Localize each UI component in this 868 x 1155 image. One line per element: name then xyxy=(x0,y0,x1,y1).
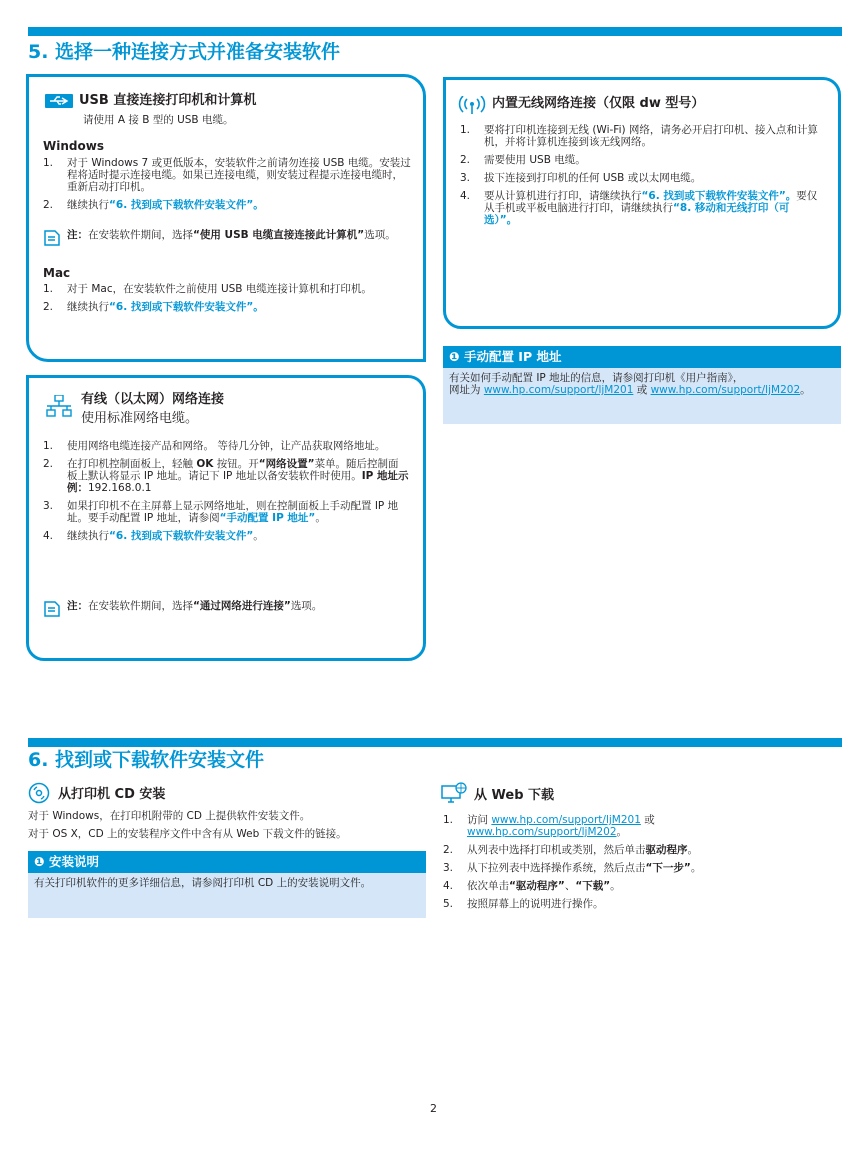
windows-heading: Windows xyxy=(43,139,104,153)
note-icon xyxy=(43,600,61,621)
support-link-m202[interactable]: www.hp.com/support/ljM202 xyxy=(467,826,617,838)
network-icon xyxy=(45,395,73,422)
manual-ip-header xyxy=(443,346,841,368)
section6-link[interactable]: “6. 找到或下载软件安装文件”。 xyxy=(109,199,264,211)
manual-ip-body: 有关如何手动配置 IP 地址的信息，请参阅打印机《用户指南》， 网址为 www.hp.com/support/ljM201 或 www.hp.com/support/ljM202。 xyxy=(443,368,841,424)
wired-steps xyxy=(43,440,409,548)
note-icon xyxy=(43,229,61,250)
list-item: 3. 如果打印机不在主屏幕上显示网络地址，则在控制面板上手动配置 IP 地址。要手动配置 IP 地址，请参阅“手动配置 IP 地址”。 xyxy=(43,500,399,524)
install-info-body: 有关打印机软件的更多详细信息，请参阅打印机 CD 上的安装说明文件。 xyxy=(28,873,426,918)
list-item: 3. 拔下连接到打印机的任何 USB 或以太网电缆。 xyxy=(460,172,702,184)
manual-ip-link[interactable]: “手动配置 IP 地址” xyxy=(219,512,316,524)
section6-link[interactable]: “6. 找到或下载软件安装文件” xyxy=(109,530,254,542)
cd-line-1: 对于 Windows，在打印机附带的 CD 上提供软件安装文件。 xyxy=(28,810,311,822)
cd-title: 从打印机 CD 安装 xyxy=(58,787,166,802)
list-item: 1. 对于 Mac，在安装软件之前使用 USB 电缆连接计算机和打印机。 xyxy=(43,283,372,295)
wired-note: 注：在安装软件期间，选择“通过网络进行连接”选项。 xyxy=(43,600,409,612)
usb-panel-title: USB 直接连接打印机和计算机 xyxy=(79,93,257,108)
info-icon: ❶ xyxy=(449,349,460,364)
list-item: 4. 依次单击“驱动程序”、“下载”。 xyxy=(443,880,621,892)
list-item: 3. 从下拉列表中选择操作系统，然后点击“下一步”。 xyxy=(443,862,702,874)
list-item: 2. 需要使用 USB 电缆。 xyxy=(460,154,586,166)
web-download-icon xyxy=(441,782,467,807)
section6-top-bar xyxy=(28,738,842,747)
support-link-m202[interactable]: www.hp.com/support/ljM202 xyxy=(650,384,801,396)
section6-link[interactable]: “6. 找到或下载软件安装文件”。 xyxy=(641,190,797,202)
list-item: 2. 从列表中选择打印机或类别，然后单击驱动程序。 xyxy=(443,844,698,856)
wireless-icon xyxy=(458,96,486,117)
section5-title: 5. 选择一种连接方式并准备安装软件 xyxy=(28,41,341,63)
section6-link[interactable]: “6. 找到或下载软件安装文件”。 xyxy=(109,301,264,313)
cd-line-2: 对于 OS X，CD 上的安装程序文件中含有从 Web 下载文件的链接。 xyxy=(28,828,347,840)
manual-ip-title: 手动配置 IP 地址 xyxy=(463,349,562,364)
section6-title: 6. 找到或下载软件安装文件 xyxy=(28,749,265,771)
usb-panel xyxy=(26,74,426,362)
info-icon: ❶ xyxy=(34,854,45,869)
list-item: 5. 按照屏幕上的说明进行操作。 xyxy=(443,898,604,910)
list-item: 1. 要将打印机连接到无线 (Wi-Fi) 网络，请务必开启打印机、接入点和计算机，并将计算机连接到该无线网络。 xyxy=(460,124,818,148)
mac-steps xyxy=(43,283,411,319)
list-item: 1. 使用网络电缆连接产品和网络。 等待几分钟，让产品获取网络地址。 xyxy=(43,440,386,452)
list-item: 2. 在打印机控制面板上，轻触 OK 按钮。开“网络设置”菜单。随后控制面板上默认将显示 IP 地址。请记下 IP 地址以备安装软件时使用。IP 地址示例：192.168.0.1 xyxy=(43,458,409,494)
wireless-panel-title: 内置无线网络连接（仅限 dw 型号） xyxy=(492,96,705,111)
usb-subtitle: 请使用 A 接 B 型的 USB 电缆。 xyxy=(83,114,234,126)
windows-steps xyxy=(43,157,411,217)
list-item: 4. 要从计算机进行打印，请继续执行“6. 找到或下载软件安装文件”。要仅从手机或平板电脑进行打印，请继续执行“8. 移动和无线打印（可选）”。 xyxy=(460,190,818,226)
list-item: 4. 继续执行“6. 找到或下载软件安装文件”。 xyxy=(43,530,264,542)
support-link-m201[interactable]: www.hp.com/support/ljM201 xyxy=(483,384,634,396)
install-info-header xyxy=(28,851,426,873)
wired-panel-title: 有线（以太网）网络连接 xyxy=(81,392,225,407)
page-number: 2 xyxy=(430,1102,437,1115)
wireless-steps xyxy=(460,124,820,232)
web-title: 从 Web 下载 xyxy=(474,788,555,803)
list-item: 2. 继续执行“6. 找到或下载软件安装文件”。 xyxy=(43,301,264,313)
wireless-panel xyxy=(443,77,841,329)
list-item: 1. 访问 www.hp.com/support/ljM201 或 www.hp.com/support/ljM202。 xyxy=(443,814,655,838)
install-info-title: 安装说明 xyxy=(48,854,99,869)
usb-note: 注：在安装软件期间，选择“使用 USB 电缆直接连接此计算机”选项。 xyxy=(43,229,411,241)
support-link-m201[interactable]: www.hp.com/support/ljM201 xyxy=(491,814,641,826)
wired-panel xyxy=(26,375,426,661)
section8-link[interactable]: “8. 移动和无线打印（可选）”。 xyxy=(484,202,790,226)
list-item: 2. 继续执行“6. 找到或下载软件安装文件”。 xyxy=(43,199,264,211)
web-steps xyxy=(443,814,841,916)
wired-subtitle: 使用标准网络电缆。 xyxy=(81,411,199,426)
cd-icon xyxy=(28,782,50,807)
mac-heading: Mac xyxy=(43,266,71,280)
section5-top-bar xyxy=(28,27,842,36)
list-item: 1. 对于 Windows 7 或更低版本，安装软件之前请勿连接 USB 电缆。安装过程将适时提示连接电缆。如果已连接电缆，则安装过程提示连接电缆时，重新启动打印机。 xyxy=(43,157,411,193)
usb-icon xyxy=(45,94,73,111)
